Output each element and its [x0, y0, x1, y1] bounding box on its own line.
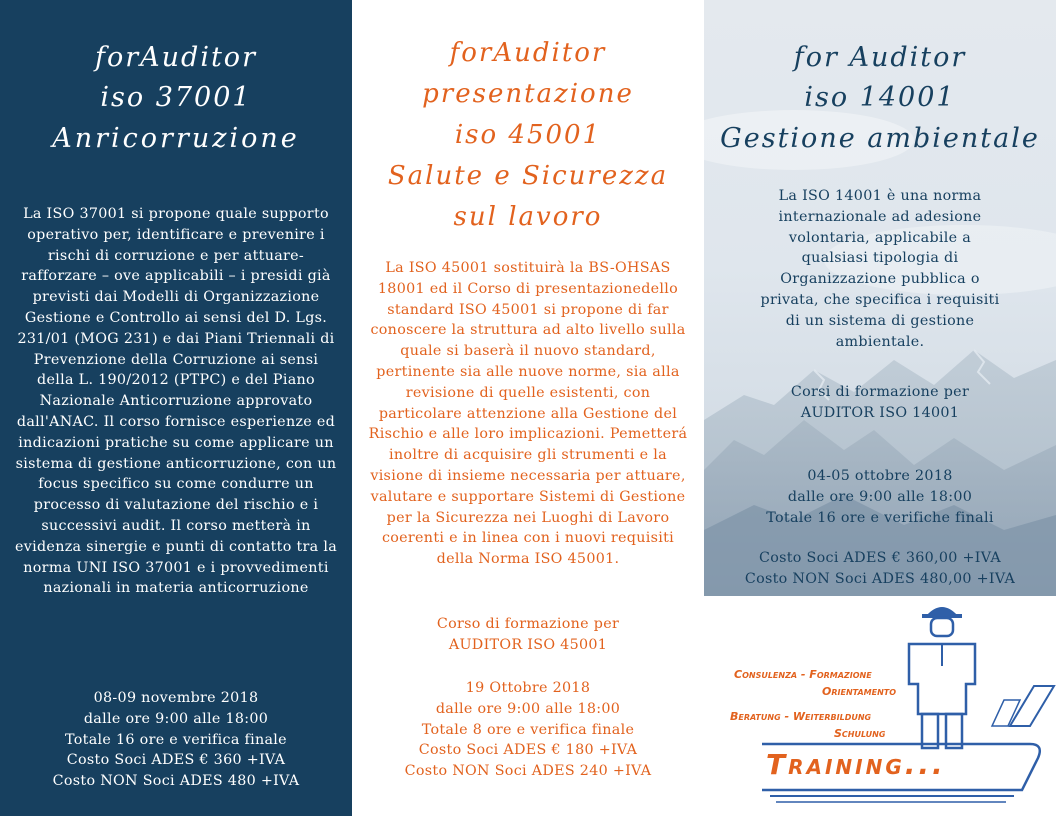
course-details [352, 678, 704, 782]
cost-members: Costo Soci ADES € 180 +IVA [418, 742, 638, 759]
course-label: Corsi di formazione per [790, 384, 970, 400]
course-title [704, 382, 1056, 424]
logo-line-orientamento: Orientamento [822, 685, 897, 698]
course-label: Corso di formazione per [436, 616, 620, 632]
title-line: forAuditor [449, 38, 607, 68]
logo-line-beratung: Beratung - Weiterbildung [730, 710, 872, 723]
course-duration: Totale 16 ore e verifiche finali [766, 509, 994, 526]
title-line: iso 14001 [804, 82, 956, 113]
cost-non-members: Costo NON Soci ADES 480 +IVA [52, 773, 300, 790]
course-duration: Totale 16 ore e verifica finale [65, 731, 287, 748]
course-description: La ISO 45001 sostituirà la BS-OHSAS 18001 ed il Corso di presentazionedello standard ISO 45001 si propone di far conoscere la struttura ad alto livello sulla quale si baserà il nuovo standard, pertinente sia alle nuove norme, sia alla revisione di quelle esistenti, con particolare attenzione alla Gestione del Rischio e alle loro implicazioni. Pemetterá inoltre di acquisire gli strumenti e la visione di insieme necessaria per attuare, valutare e supportare Sistemi di Gestione per la Sicurezza nei Luoghi di Lavoro coerenti e in linea con i nuovi requisiti della Norma ISO 45001. [368, 260, 688, 568]
course-dates: 19 Ottobre 2018 [465, 680, 591, 696]
title-line: iso 45001 [454, 120, 602, 150]
cost-members: Costo Soci ADES € 360,00 +IVA [758, 550, 1002, 566]
title-line: for Auditor [793, 42, 967, 73]
panel-title [352, 40, 704, 245]
panel-iso-14001 [704, 0, 1056, 816]
cost-members: Costo Soci ADES € 360 +IVA [66, 752, 286, 769]
course-details [0, 688, 352, 792]
course-dates: 04-05 ottobre 2018 [807, 468, 953, 484]
course-costs [704, 548, 1056, 590]
course-name: AUDITOR ISO 45001 [448, 636, 608, 653]
cost-non-members: Costo NON Soci ADES 480,00 +IVA [744, 570, 1016, 587]
course-hours: dalle ore 9:00 alle 18:00 [435, 700, 621, 717]
title-line: Salute e Sicurezza [387, 161, 669, 191]
title-line: presentazione [422, 79, 634, 109]
course-hours: dalle ore 9:00 alle 18:00 [83, 710, 269, 727]
course-details [704, 466, 1056, 528]
panel-iso-45001 [352, 0, 704, 816]
training-logo [704, 596, 1056, 816]
logo-line-schulung: Schulung [834, 727, 886, 740]
title-line: Gestione ambientale [720, 123, 1040, 154]
course-title [352, 614, 704, 656]
training-wordmark: Training... [766, 748, 946, 781]
course-name: AUDITOR ISO 14001 [800, 404, 960, 421]
course-description: La ISO 14001 è una norma internazionale ad adesione volontaria, applicabile a qualsiasi tipologia di Organizzazione pubblica o privata, che specifica i requisiti di un sistema di gestione ambientale. [760, 188, 1000, 350]
panel-title [704, 44, 1056, 165]
cost-non-members: Costo NON Soci ADES 240 +IVA [404, 763, 652, 780]
title-line: Anricorruzione [52, 123, 300, 154]
logo-line-consulenza: Consulenza - Formazione [734, 668, 872, 681]
course-dates: 08-09 novembre 2018 [93, 690, 259, 706]
course-hours: dalle ore 9:00 alle 18:00 [787, 488, 973, 505]
course-duration: Totale 8 ore e verifica finale [421, 721, 635, 738]
worker-figure-icon [704, 596, 1056, 816]
title-line: iso 37001 [100, 82, 252, 113]
panel-iso-37001 [0, 0, 352, 816]
panel-title [0, 44, 352, 165]
title-line: sul lavoro [453, 202, 603, 232]
title-line: forAuditor [95, 42, 257, 73]
course-description: La ISO 37001 si propone quale supporto operativo per, identificare e prevenire i rischi di corruzione e per attuare-rafforzare – ove applicabili – i presidi già previsti dai Modelli di Organizzazione Gestione e Controllo ai sensi del D. Lgs. 231/01 (MOG 231) e dai Piani Triennali di Prevenzione della Corruzione ai sensi della L. 190/2012 (PTPC) e del Piano Nazionale Anticorruzione approvato dall'ANAC. Il corso fornisce esperienze ed indicazioni pratiche su come applicare un sistema di gestione anticorruzione, con un focus specifico su come condurre un processo di valutazione del rischio e i successivi audit. Il corso metterà in evidenza sinergie e punti di contatto tra la norma UNI ISO 37001 e i provvedimenti nazionali in materia anticorruzione [14, 206, 338, 597]
